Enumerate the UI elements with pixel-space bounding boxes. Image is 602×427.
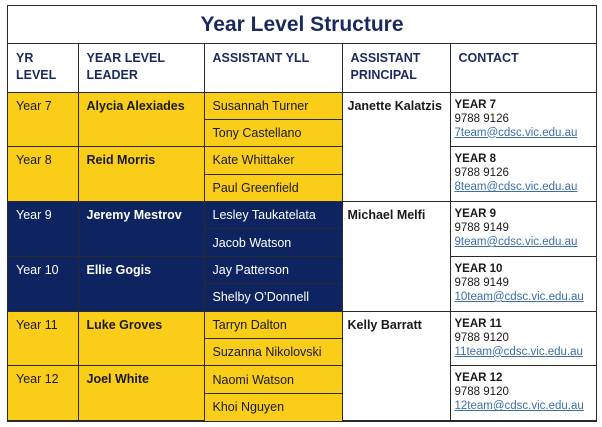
- leader-cell: Reid Morris: [78, 147, 204, 202]
- assistant-principal-cell: Kelly Barratt: [342, 311, 450, 421]
- table-row: [8, 147, 596, 174]
- header-year-level-leader: YEAR LEVEL LEADER: [78, 44, 204, 92]
- assistant-cell: Kate Whittaker: [204, 147, 342, 174]
- leader-cell: Joel White: [78, 366, 204, 421]
- contact-email-link[interactable]: 7team@cdsc.vic.edu.au: [454, 126, 578, 139]
- assistant-cell: Shelby O’Donnell: [204, 284, 342, 311]
- leader-cell: Luke Groves: [78, 311, 204, 366]
- contact-cell: [450, 92, 596, 147]
- document-title: Year Level Structure: [8, 6, 596, 44]
- assistant-cell: Susannah Turner: [204, 92, 342, 119]
- assistant-cell: Khoi Nguyen: [204, 393, 342, 420]
- contact-cell: [450, 366, 596, 421]
- contact-phone: 9788 9149: [454, 222, 509, 235]
- contact-cell: [450, 147, 596, 202]
- contact-title: YEAR 8: [454, 153, 497, 166]
- header-row: [8, 44, 596, 92]
- contact-phone: 9788 9120: [454, 386, 509, 399]
- contact-title: YEAR 10: [454, 262, 503, 275]
- assistant-cell: Naomi Watson: [204, 366, 342, 393]
- year-level-cell: Year 12: [8, 366, 78, 421]
- contact-phone: 9788 9126: [454, 167, 509, 180]
- assistant-cell: Jacob Watson: [204, 229, 342, 256]
- leader-cell: Alycia Alexiades: [78, 92, 204, 147]
- assistant-cell: Tony Castellano: [204, 119, 342, 146]
- assistant-principal-cell: Janette Kalatzis: [342, 92, 450, 202]
- contact-title: YEAR 11: [454, 317, 502, 330]
- contact-email-link[interactable]: 8team@cdsc.vic.edu.au: [454, 181, 578, 194]
- table-row: [8, 366, 596, 393]
- table-row: [8, 311, 596, 338]
- year-level-cell: Year 8: [8, 147, 78, 202]
- year-level-cell: Year 10: [8, 256, 78, 311]
- contact-email-link[interactable]: 12team@cdsc.vic.edu.au: [454, 400, 584, 413]
- structure-table: [8, 44, 596, 421]
- contact-cell: [450, 202, 596, 257]
- assistant-cell: Suzanna Nikolovski: [204, 339, 342, 366]
- header-assistant-principal: ASSISTANT PRINCIPAL: [342, 44, 450, 92]
- contact-phone: 9788 9126: [454, 112, 509, 125]
- leader-cell: Ellie Gogis: [78, 256, 204, 311]
- contact-cell: [450, 256, 596, 311]
- contact-phone: 9788 9149: [454, 276, 509, 289]
- year-level-structure-document: [7, 5, 597, 422]
- assistant-cell: Jay Patterson: [204, 256, 342, 283]
- contact-email-link[interactable]: 10team@cdsc.vic.edu.au: [454, 290, 584, 303]
- leader-cell: Jeremy Mestrov: [78, 202, 204, 257]
- header-yr-level: YR LEVEL: [8, 44, 78, 92]
- contact-email-link[interactable]: 11team@cdsc.vic.edu.au: [454, 345, 583, 358]
- header-assistant-yll: ASSISTANT YLL: [204, 44, 342, 92]
- contact-title: YEAR 12: [454, 372, 503, 385]
- assistant-cell: Lesley Taukatelata: [204, 202, 342, 229]
- year-level-cell: Year 9: [8, 202, 78, 257]
- contact-title: YEAR 7: [454, 98, 497, 111]
- assistant-cell: Paul Greenfield: [204, 174, 342, 201]
- table-row: [8, 92, 596, 119]
- year-level-cell: Year 7: [8, 92, 78, 147]
- contact-title: YEAR 9: [454, 208, 497, 221]
- contact-cell: [450, 311, 596, 366]
- assistant-cell: Tarryn Dalton: [204, 311, 342, 338]
- year-level-cell: Year 11: [8, 311, 78, 366]
- contact-email-link[interactable]: 9team@cdsc.vic.edu.au: [454, 236, 578, 249]
- header-contact: CONTACT: [450, 44, 596, 92]
- contact-phone: 9788 9120: [454, 331, 509, 344]
- table-row: [8, 256, 596, 283]
- table-row: [8, 202, 596, 229]
- assistant-principal-cell: Michael Melfi: [342, 202, 450, 312]
